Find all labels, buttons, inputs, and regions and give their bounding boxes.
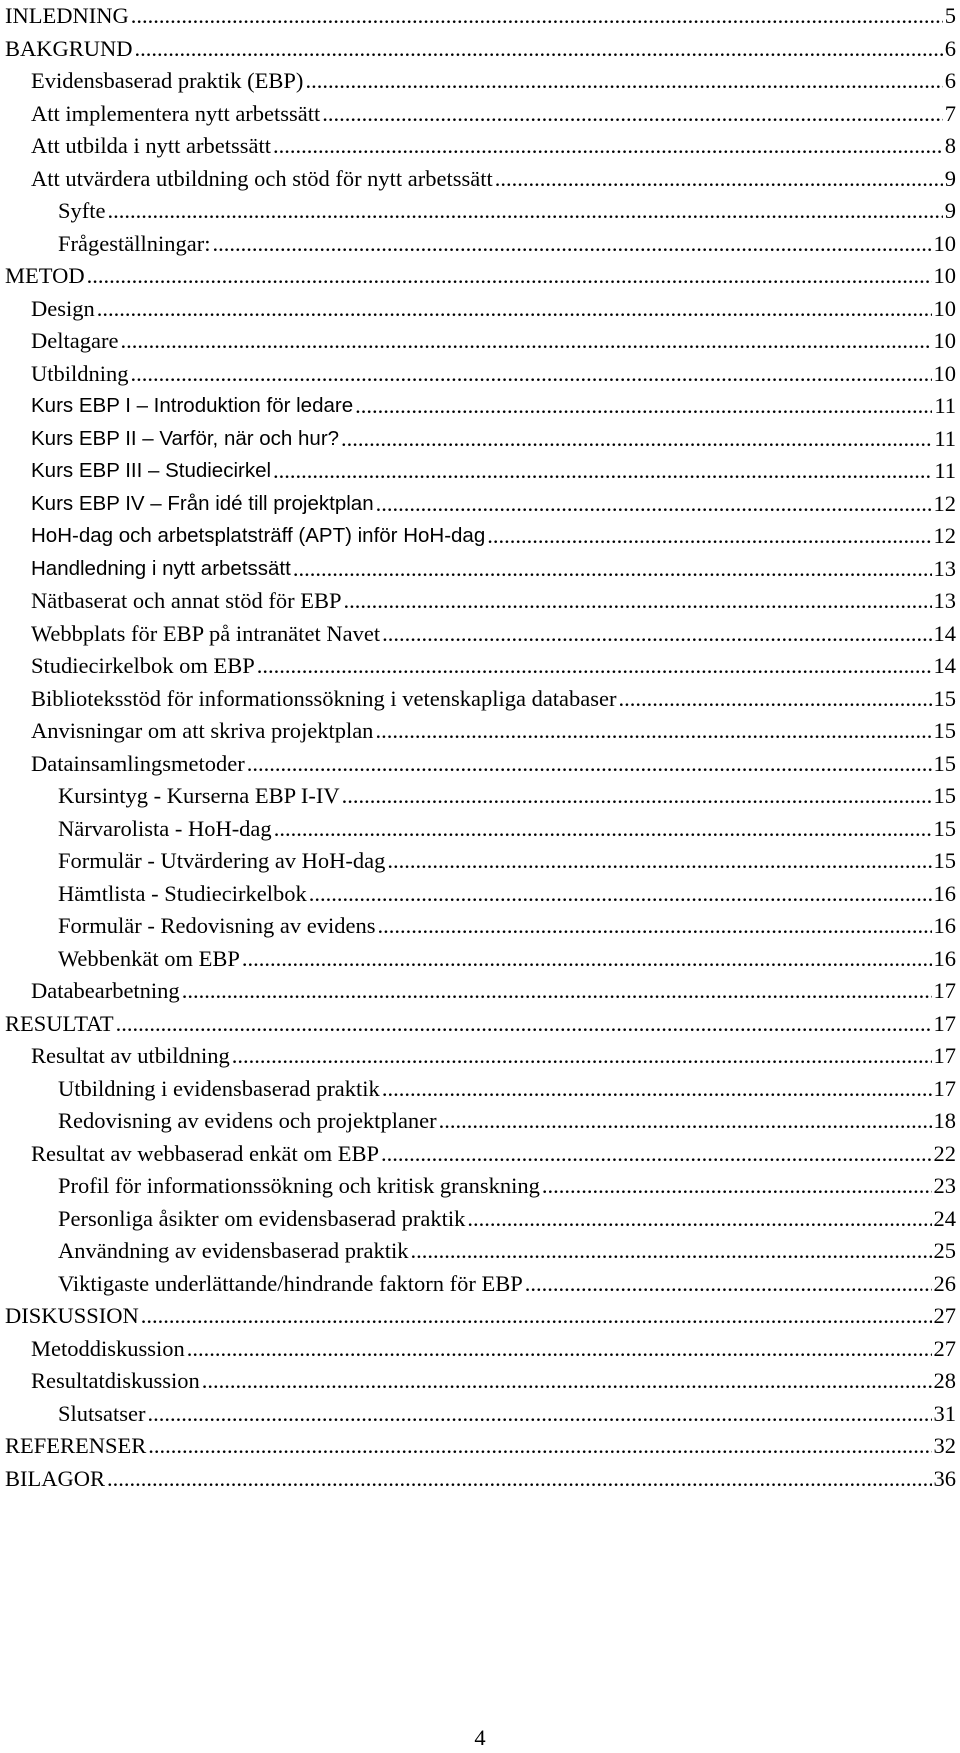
toc-entry-title: Design (31, 295, 95, 321)
toc-dot-leader (495, 168, 943, 191)
toc-entry-title: Närvarolista - HoH-dag (58, 815, 272, 841)
toc-entry-title: Hämtlista - Studiecirkelbok (58, 880, 307, 906)
toc-entry-page: 12 (933, 523, 956, 548)
toc-entry-title: Att implementera nytt arbetssätt (31, 100, 321, 126)
toc-dot-leader (257, 655, 932, 678)
toc-entry[interactable] (5, 585, 956, 618)
toc-dot-leader (273, 135, 943, 158)
toc-entry-title: Att utvärdera utbildning och stöd för nytt arbetssätt (31, 165, 493, 191)
toc-entry-page: 9 (944, 198, 956, 223)
toc-dot-leader (355, 395, 932, 418)
toc-entry-title: Kurs EBP II – Varför, när och hur? (31, 426, 340, 450)
toc-entry[interactable] (5, 98, 956, 131)
toc-entry-page: 25 (933, 1238, 956, 1263)
toc-dot-leader (131, 5, 943, 28)
toc-entry-page: 16 (933, 945, 956, 971)
toc-dot-leader (232, 1045, 932, 1068)
toc-dot-leader (377, 915, 931, 938)
toc-dot-leader (381, 1143, 931, 1166)
toc-entry[interactable] (5, 650, 956, 683)
toc-dot-leader (187, 1338, 932, 1361)
toc-entry-title: Att utbilda i nytt arbetssätt (31, 133, 271, 158)
toc-dot-leader (107, 1468, 932, 1491)
toc-entry-title: Kurs EBP IV – Från idé till projektplan (31, 491, 374, 515)
toc-entry-title: Biblioteksstöd för informationssökning i vetenskapliga databaser (31, 685, 617, 711)
toc-entry-page: 15 (933, 718, 956, 743)
toc-entry[interactable] (5, 163, 956, 196)
toc-entry-title: Kursintyg - Kurserna EBP I-IV (58, 783, 340, 808)
toc-entry-title: Utbildning (31, 360, 129, 386)
toc-entry-title: Databearbetning (31, 978, 180, 1003)
toc-dot-leader (322, 103, 942, 126)
toc-entry[interactable] (5, 228, 956, 261)
toc-entry[interactable] (5, 813, 956, 846)
toc-entry[interactable] (5, 1105, 956, 1138)
toc-entry-page: 13 (933, 555, 956, 581)
toc-dot-leader (411, 1240, 932, 1263)
toc-entry-page: 9 (944, 165, 956, 191)
toc-entry-title: HoH-dag och arbetsplatsträff (APT) inför HoH-dag (31, 524, 486, 547)
toc-dot-leader (247, 753, 932, 776)
toc-entry-title: METOD (5, 263, 85, 288)
toc-entry[interactable] (5, 1008, 956, 1041)
toc-dot-leader (87, 265, 932, 288)
toc-entry-page: 11 (934, 393, 956, 418)
toc-entry-page: 13 (933, 588, 956, 613)
toc-entry-page: 15 (933, 750, 956, 776)
table-of-contents (5, 0, 956, 1495)
toc-entry-page: 14 (933, 653, 956, 678)
toc-entry[interactable] (5, 683, 956, 716)
toc-entry-title: Personliga åsikter om evidensbaserad praktik (58, 1205, 466, 1231)
toc-entry-page: 15 (933, 685, 956, 711)
toc-entry-title: Webbenkät om EBP (58, 945, 240, 971)
toc-entry-title: Frågeställningar: (58, 230, 211, 256)
toc-entry[interactable] (5, 390, 956, 423)
toc-entry-page: 23 (933, 1173, 956, 1198)
toc-entry-page: 15 (933, 815, 956, 841)
toc-dot-leader (131, 363, 932, 386)
toc-entry-title: Redovisning av evidens och projektplaner (58, 1108, 437, 1133)
page-number: 4 (474, 1725, 486, 1750)
toc-entry[interactable] (5, 423, 956, 456)
toc-dot-leader (120, 330, 931, 353)
toc-entry[interactable] (5, 65, 956, 98)
toc-dot-leader (116, 1013, 932, 1036)
toc-entry[interactable] (5, 748, 956, 781)
toc-dot-leader (305, 70, 942, 93)
toc-entry-page: 27 (933, 1335, 956, 1361)
toc-dot-leader (382, 1078, 932, 1101)
toc-entry-title: Handledning i nytt arbetssätt (31, 556, 291, 580)
toc-entry[interactable] (5, 325, 956, 358)
toc-dot-leader (382, 623, 931, 646)
toc-entry-page: 7 (944, 100, 956, 126)
toc-dot-leader (619, 688, 932, 711)
toc-entry-page: 17 (933, 978, 956, 1003)
toc-dot-leader (148, 1403, 932, 1426)
toc-dot-leader (309, 883, 932, 906)
toc-entry-title: Studiecirkelbok om EBP (31, 653, 255, 678)
toc-entry-title: Resultatdiskussion (31, 1368, 200, 1393)
toc-entry[interactable] (5, 520, 956, 553)
toc-entry[interactable] (5, 1300, 956, 1333)
toc-dot-leader (467, 1208, 931, 1231)
toc-entry[interactable] (5, 1170, 956, 1203)
toc-entry-page: 17 (933, 1075, 956, 1101)
toc-entry-title: REFERENSER (5, 1433, 147, 1458)
toc-entry[interactable] (5, 943, 956, 976)
toc-dot-leader (273, 460, 932, 483)
toc-dot-leader (341, 428, 932, 451)
toc-dot-leader (342, 785, 932, 808)
toc-entry[interactable] (5, 293, 956, 326)
toc-entry[interactable] (5, 1268, 956, 1301)
toc-entry-page: 14 (933, 620, 956, 646)
toc-dot-leader (135, 38, 943, 61)
toc-entry[interactable] (5, 878, 956, 911)
toc-entry[interactable] (5, 1138, 956, 1171)
toc-entry[interactable] (5, 260, 956, 293)
toc-dot-leader (148, 1435, 931, 1458)
toc-entry-title: Resultat av webbaserad enkät om EBP (31, 1140, 380, 1166)
toc-entry-title: Deltagare (31, 328, 119, 353)
toc-entry[interactable] (5, 975, 956, 1008)
toc-entry-page: 11 (934, 458, 956, 483)
toc-entry-page: 17 (933, 1010, 956, 1036)
toc-entry-title: Kurs EBP III – Studiecirkel (31, 459, 272, 482)
toc-entry-title: Anvisningar om att skriva projektplan (31, 718, 374, 743)
toc-entry[interactable] (5, 1040, 956, 1073)
toc-entry-page: 16 (933, 913, 956, 938)
toc-entry-title: Användning av evidensbaserad praktik (58, 1238, 409, 1263)
toc-entry-page: 12 (933, 490, 956, 516)
toc-dot-leader (141, 1305, 932, 1328)
toc-entry[interactable] (5, 0, 956, 33)
toc-entry-title: Formulär - Utvärdering av HoH-dag (58, 848, 386, 873)
toc-dot-leader (274, 818, 932, 841)
toc-entry-page: 28 (933, 1368, 956, 1393)
toc-entry-title: Resultat av utbildning (31, 1043, 230, 1068)
toc-dot-leader (182, 980, 932, 1003)
toc-entry[interactable] (5, 1333, 956, 1366)
toc-entry-page: 10 (933, 328, 956, 353)
toc-entry-page: 15 (933, 848, 956, 873)
toc-dot-leader (242, 948, 932, 971)
toc-entry[interactable] (5, 1235, 956, 1268)
toc-entry[interactable] (5, 488, 956, 521)
toc-entry-page: 6 (944, 68, 956, 93)
toc-entry[interactable] (5, 780, 956, 813)
toc-entry[interactable] (5, 1203, 956, 1236)
toc-entry[interactable] (5, 33, 956, 66)
toc-entry[interactable] (5, 1365, 956, 1398)
toc-entry[interactable] (5, 195, 956, 228)
toc-dot-leader (108, 200, 943, 223)
toc-entry-title: Evidensbaserad praktik (EBP) (31, 68, 304, 93)
toc-entry-page: 10 (933, 230, 956, 256)
toc-entry-page: 36 (933, 1465, 956, 1491)
toc-entry-page: 16 (933, 880, 956, 906)
toc-entry-title: Viktigaste underlättande/hindrande faktorn för EBP (58, 1270, 523, 1296)
toc-dot-leader (375, 720, 931, 743)
toc-dot-leader (439, 1110, 932, 1133)
toc-entry-title: Profil för informationssökning och kritisk granskning (58, 1173, 540, 1198)
toc-entry-page: 27 (933, 1303, 956, 1328)
toc-dot-leader (202, 1370, 932, 1393)
toc-entry-page: 8 (944, 133, 956, 158)
toc-entry-page: 24 (933, 1205, 956, 1231)
toc-dot-leader (293, 558, 932, 581)
toc-entry[interactable] (5, 1463, 956, 1496)
toc-entry-page: 10 (933, 263, 956, 288)
toc-entry[interactable] (5, 455, 956, 488)
toc-entry[interactable] (5, 618, 956, 651)
toc-entry-title: RESULTAT (5, 1010, 114, 1036)
toc-entry-title: Nätbaserat och annat stöd för EBP (31, 588, 342, 613)
toc-entry[interactable] (5, 130, 956, 163)
toc-entry-title: Formulär - Redovisning av evidens (58, 913, 376, 938)
toc-entry[interactable] (5, 715, 956, 748)
toc-dot-leader (542, 1175, 932, 1198)
toc-entry[interactable] (5, 1073, 956, 1106)
toc-entry-title: Webbplats för EBP på intranätet Navet (31, 620, 381, 646)
toc-entry-title: Slutsatser (58, 1400, 146, 1426)
toc-dot-leader (525, 1273, 932, 1296)
toc-dot-leader (212, 233, 931, 256)
toc-dot-leader (344, 590, 932, 613)
toc-dot-leader (97, 298, 932, 321)
toc-entry-page: 22 (933, 1140, 956, 1166)
toc-entry[interactable] (5, 553, 956, 586)
toc-entry-title: Utbildning i evidensbaserad praktik (58, 1075, 380, 1101)
toc-entry-page: 5 (944, 3, 956, 28)
toc-entry-page: 6 (944, 35, 956, 61)
toc-entry[interactable] (5, 1430, 956, 1463)
toc-entry-page: 15 (933, 783, 956, 808)
toc-entry-title: Kurs EBP I – Introduktion för ledare (31, 394, 354, 417)
toc-entry[interactable] (5, 910, 956, 943)
toc-entry-page: 18 (933, 1108, 956, 1133)
toc-entry[interactable] (5, 358, 956, 391)
toc-entry-page: 31 (933, 1400, 956, 1426)
toc-entry-title: BAKGRUND (5, 35, 133, 61)
toc-entry-page: 32 (933, 1433, 956, 1458)
toc-entry-page: 11 (934, 425, 956, 451)
toc-entry-page: 17 (933, 1043, 956, 1068)
toc-entry-page: 10 (933, 360, 956, 386)
toc-entry[interactable] (5, 1398, 956, 1431)
toc-dot-leader (387, 850, 931, 873)
toc-entry-title: Datainsamlingsmetoder (31, 750, 245, 776)
toc-dot-leader (376, 493, 932, 516)
toc-entry-title: DISKUSSION (5, 1303, 139, 1328)
toc-entry-title: INLEDNING (5, 3, 129, 28)
toc-entry-page: 26 (933, 1270, 956, 1296)
toc-entry-page: 10 (933, 295, 956, 321)
toc-entry-title: BILAGOR (5, 1465, 105, 1491)
toc-entry[interactable] (5, 845, 956, 878)
toc-entry-title: Syfte (58, 198, 106, 223)
toc-dot-leader (487, 525, 931, 548)
toc-entry-title: Metoddiskussion (31, 1335, 185, 1361)
